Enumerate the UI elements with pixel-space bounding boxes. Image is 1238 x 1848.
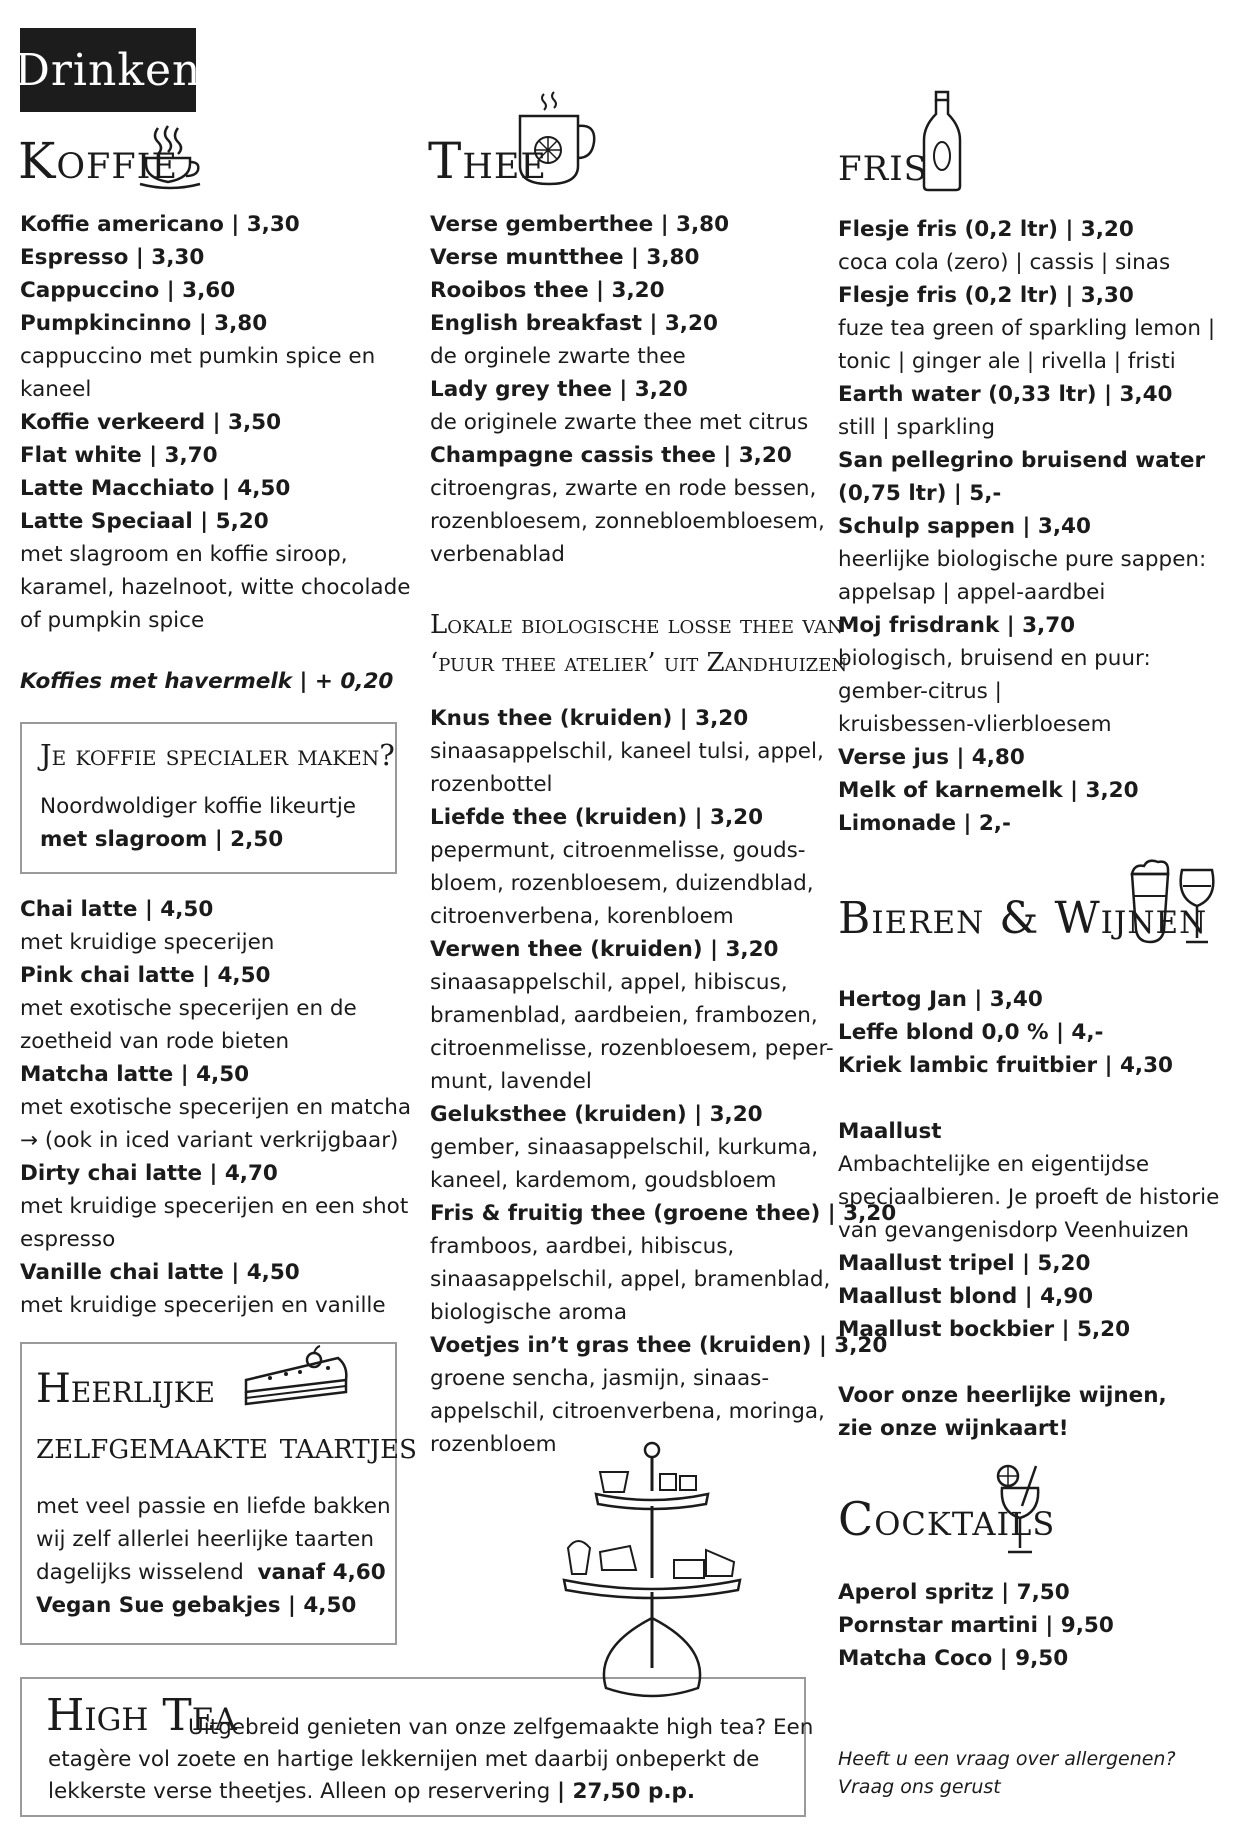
fris-item-title: Flesje fris (0,2 ltr) | 3,20	[838, 217, 1134, 242]
koffie-item-title: Koffie americano | 3,30	[20, 212, 300, 237]
thee-item-description: de originele zwarte thee met citrus	[430, 410, 809, 435]
lokale-title-line1: Lokale biologische losse thee van	[430, 610, 843, 640]
chai-item-description: met kruidige specerijen en een shot	[20, 1194, 409, 1219]
fris-item-description: fuze tea green of sparkling lemon |	[838, 316, 1216, 341]
taartjes-vegan: Vegan Sue gebakjes | 4,50	[36, 1593, 357, 1618]
lokale-item-title: Knus thee (kruiden) | 3,20	[430, 706, 749, 731]
etagere-icon	[556, 1440, 752, 1708]
thee-item-description: citroengras, zwarte en rode bessen,	[430, 476, 817, 501]
lokale-item-title: Verwen thee (kruiden) | 3,20	[430, 937, 779, 962]
high-tea-text	[48, 1712, 813, 1808]
koffie-item-title: Koffie verkeerd | 3,50	[20, 410, 282, 435]
koffie-item-title: Latte Speciaal | 5,20	[20, 509, 269, 534]
fris-item-description: coca cola (zero) | cassis | sinas	[838, 250, 1171, 275]
fris-item-title: Moj frisdrank | 3,70	[838, 613, 1076, 638]
lokale-item-description: biologische aroma	[430, 1300, 628, 1325]
fris-item-title: (0,75 ltr) | 5,-	[838, 481, 1002, 506]
taartjes-line: wij zelf allerlei heerlijke taarten	[36, 1527, 374, 1552]
lokale-item-description: kaneel, kardemom, goudsbloem	[430, 1168, 777, 1193]
koffie-item-description: of pumpkin spice	[20, 608, 205, 633]
bieren-item-description	[838, 1346, 1219, 1379]
bieren-item-description: van gevangenisdorp Veenhuizen	[838, 1218, 1190, 1243]
chai-item-description: espresso	[20, 1227, 116, 1252]
high-tea-title: High Tea	[46, 1690, 237, 1741]
fris-item-description: heerlijke biologische pure sappen:	[838, 547, 1207, 572]
lokale-item-title: Voetjes in’t gras thee (kruiden) | 3,20	[430, 1333, 888, 1358]
chai-item-description: → (ook in iced variant verkrijgbaar)	[20, 1128, 399, 1153]
bieren-item-description: Ambachtelijke en eigentijdse	[838, 1152, 1150, 1177]
thee-item-title: Verse muntthee | 3,80	[430, 245, 700, 270]
cake-slice-icon	[240, 1346, 352, 1410]
lokale-item-title: Liefde thee (kruiden) | 3,20	[430, 805, 764, 830]
thee-item-title: English breakfast | 3,20	[430, 311, 718, 336]
bieren-item-title: Maallust blond | 4,90	[838, 1284, 1094, 1309]
bieren-item-title: Voor onze heerlijke wijnen,	[838, 1383, 1167, 1408]
fris-list	[838, 213, 1215, 840]
lokale-item-description: rozenbloem	[430, 1432, 557, 1457]
high-tea-line: Uitgebreid genieten van onze zelfgemaakte high tea? Een	[188, 1715, 814, 1740]
fris-item-title: Verse jus | 4,80	[838, 745, 1025, 770]
thee-item-title: Champagne cassis thee | 3,20	[430, 443, 792, 468]
high-tea-line-text: lekkerste verse theetjes. Alleen op reservering	[48, 1779, 551, 1804]
taartjes-text	[36, 1490, 391, 1622]
koffie-specialer-price: met slagroom | 2,50	[40, 827, 284, 852]
taartjes-line: met veel passie en liefde bakken	[36, 1494, 391, 1519]
chai-item-title: Pink chai latte | 4,50	[20, 963, 271, 988]
bieren-item-description: speciaalbieren. Je proeft de historie	[838, 1185, 1220, 1210]
taartjes-line	[36, 1556, 391, 1589]
taartjes-price: vanaf 4,60	[257, 1560, 386, 1585]
section-title-koffie: Koffie	[18, 132, 178, 190]
allergenen-line: Heeft u een vraag over allergenen?	[838, 1748, 1176, 1770]
lokale-item-description: pepermunt, citroenmelisse, gouds-	[430, 838, 806, 863]
lokale-item-description: rozenbottel	[430, 772, 553, 797]
lokale-list	[430, 702, 896, 1461]
fris-item-title: Limonade | 2,-	[838, 811, 1011, 836]
koffie-item-title: Flat white | 3,70	[20, 443, 218, 468]
koffie-specialer-title: Je koffie specialer maken?	[40, 738, 395, 772]
cocktails-list	[838, 1576, 1114, 1675]
high-tea-line: etagère vol zoete en hartige lekkernijen met daarbij onbeperkt de	[48, 1747, 760, 1772]
chai-item-description: met kruidige specerijen en vanille	[20, 1293, 386, 1318]
koffie-list	[20, 208, 410, 637]
fris-item-description: kruisbessen-vlierbloesem	[838, 712, 1112, 737]
thee-item-title: Lady grey thee | 3,20	[430, 377, 688, 402]
chai-item-title: Chai latte | 4,50	[20, 897, 214, 922]
lokale-item-description: bloem, rozenbloesem, duizendblad,	[430, 871, 814, 896]
chai-item-title: Dirty chai latte | 4,70	[20, 1161, 278, 1186]
lokale-item-description: sinaasappelschil, appel, bramenblad,	[430, 1267, 831, 1292]
fris-item-title: Earth water (0,33 ltr) | 3,40	[838, 382, 1173, 407]
fris-item-title: San pellegrino bruisend water	[838, 448, 1206, 473]
thee-item-description: de orginele zwarte thee	[430, 344, 686, 369]
bieren-item-title: zie onze wijnkaart!	[838, 1416, 1069, 1441]
bieren-item-title: Leffe blond 0,0 % | 4,-	[838, 1020, 1104, 1045]
koffie-item-description: kaneel	[20, 377, 92, 402]
thee-item-title: Rooibos thee | 3,20	[430, 278, 665, 303]
fris-item-title: Flesje fris (0,2 ltr) | 3,30	[838, 283, 1134, 308]
thee-item-title: Verse gemberthee | 3,80	[430, 212, 730, 237]
high-tea-price: | 27,50 p.p.	[557, 1779, 696, 1804]
lokale-item-description: sinaasappelschil, appel, hibiscus,	[430, 970, 788, 995]
fris-item-description: gember-citrus |	[838, 679, 1002, 704]
high-tea-line	[48, 1776, 813, 1808]
chai-list	[20, 893, 411, 1322]
thee-item-description: verbenablad	[430, 542, 565, 567]
section-title-thee: Thee	[428, 132, 547, 190]
section-title-bieren: Bieren & Wijnen	[838, 893, 1208, 944]
fris-item-description: tonic | ginger ale | rivella | fristi	[838, 349, 1176, 374]
allergenen-line: Vraag ons gerust	[838, 1776, 1001, 1798]
chai-item-description: zoetheid van rode bieten	[20, 1029, 290, 1054]
koffie-specialer-line: Noordwoldiger koffie likeurtje	[40, 794, 357, 819]
tea-mug-icon	[514, 90, 600, 190]
chai-item-title: Matcha latte | 4,50	[20, 1062, 250, 1087]
koffie-item-description: karamel, hazelnoot, witte chocolade	[20, 575, 411, 600]
bieren-item-title: Maallust bockbier | 5,20	[838, 1317, 1131, 1342]
lokale-item-description: citroenmelisse, rozenbloesem, peper-	[430, 1036, 834, 1061]
koffie-item-title: Cappuccino | 3,60	[20, 278, 236, 303]
section-title-cocktails: Cocktails	[838, 1492, 1056, 1546]
chai-item-description: met exotische specerijen en de	[20, 996, 357, 1021]
koffie-item-title: Espresso | 3,30	[20, 245, 205, 270]
bieren-item-title: Hertog Jan | 3,40	[838, 987, 1043, 1012]
section-title-fris: fris	[838, 136, 928, 192]
lokale-item-description: framboos, aardbei, hibiscus,	[430, 1234, 735, 1259]
lokale-item-description: appelschil, citroenverbena, moringa,	[430, 1399, 825, 1424]
cocktails-item-title: Aperol spritz | 7,50	[838, 1580, 1070, 1605]
lokale-item-title: Fris & fruitig thee (groene thee) | 3,20	[430, 1201, 897, 1226]
bieren-item-title: Maallust	[838, 1119, 942, 1144]
koffie-item-title: Latte Macchiato | 4,50	[20, 476, 291, 501]
fris-item-description: biologisch, bruisend en puur:	[838, 646, 1151, 671]
cocktails-item-title: Matcha Coco | 9,50	[838, 1646, 1069, 1671]
taartjes-title-line1: Heerlijke	[36, 1366, 216, 1412]
bieren-item-description	[838, 1082, 1219, 1115]
thee-item-description: rozenbloesem, zonnebloembloesem,	[430, 509, 825, 534]
allergenen-note	[838, 1745, 1176, 1801]
soda-bottle-icon	[922, 90, 962, 192]
koffie-specialer-text	[40, 790, 356, 856]
lokale-item-description: citroenverbena, korenbloem	[430, 904, 734, 929]
beer-wine-icon	[1122, 856, 1218, 948]
bieren-item-title: Maallust tripel | 5,20	[838, 1251, 1091, 1276]
fris-item-title: Melk of karnemelk | 3,20	[838, 778, 1139, 803]
fris-item-description: appelsap | appel-aardbei	[838, 580, 1106, 605]
lokale-item-title: Geluksthee (kruiden) | 3,20	[430, 1102, 763, 1127]
fris-item-description: still | sparkling	[838, 415, 995, 440]
koffie-item-description: cappuccino met pumkin spice en	[20, 344, 376, 369]
lokale-item-description: munt, lavendel	[430, 1069, 592, 1094]
chai-item-title: Vanille chai latte | 4,50	[20, 1260, 300, 1285]
taartjes-line-text: dagelijks wisselend	[36, 1560, 244, 1585]
coffee-cup-icon	[138, 124, 202, 190]
lokale-item-description: sinaasappelschil, kaneel tulsi, appel,	[430, 739, 824, 764]
chai-item-description: met kruidige specerijen	[20, 930, 275, 955]
koffie-item-title: Pumpkincinno | 3,80	[20, 311, 268, 336]
lokale-item-description: bramenblad, aardbeien, frambozen,	[430, 1003, 818, 1028]
cocktails-item-title: Pornstar martini | 9,50	[838, 1613, 1114, 1638]
thee-list	[430, 208, 825, 571]
taartjes-title-line2: zelfgemaakte taartjes	[36, 1424, 417, 1467]
chai-item-description: met exotische specerijen en matcha	[20, 1095, 412, 1120]
lokale-item-description: gember, sinaasappelschil, kurkuma,	[430, 1135, 819, 1160]
cocktail-glass-icon	[996, 1464, 1044, 1556]
lokale-title-line2: ‘puur thee atelier’ uit Zandhuizen	[430, 648, 848, 678]
bieren-item-title: Kriek lambic fruitbier | 4,30	[838, 1053, 1173, 1078]
fris-item-title: Schulp sappen | 3,40	[838, 514, 1091, 539]
koffie-item-description: met slagroom en koffie siroop,	[20, 542, 348, 567]
lokale-item-description: groene sencha, jasmijn, sinaas-	[430, 1366, 770, 1391]
page-title: Drinken	[20, 28, 196, 112]
koffie-havermelk-note: Koffies met havermelk | + 0,20	[20, 669, 394, 694]
bieren-list	[838, 983, 1219, 1445]
